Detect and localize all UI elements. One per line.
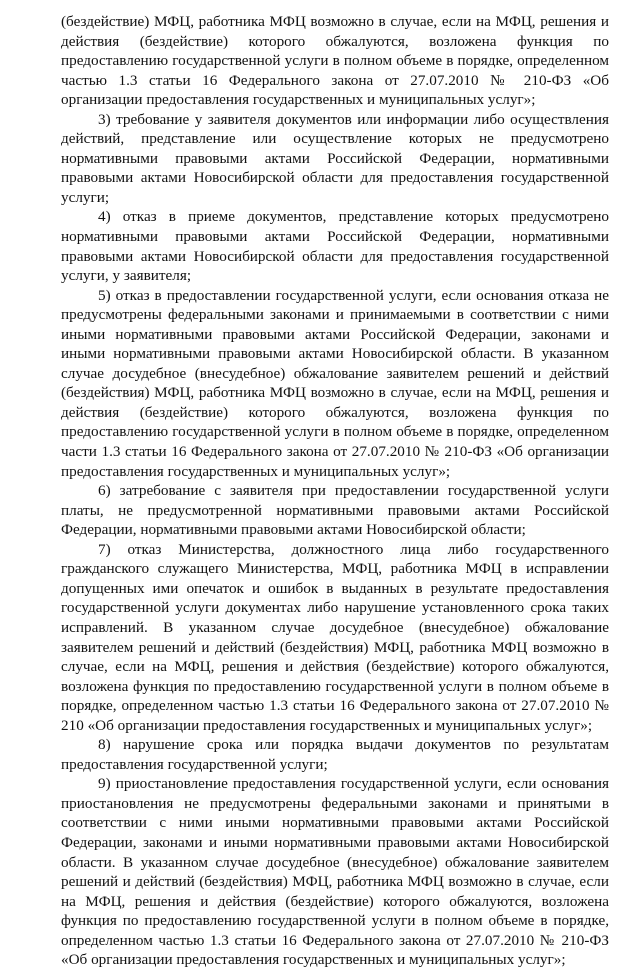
paragraph-item-7: 7) отказ Министерства, должностного лица либо государственного гражданского служащего Министерства, МФЦ, работника МФЦ в исправлении допущенных ими опечаток и ошибок в выданных в результате предоставления государственной услуги документах либо нарушение установленного срока таких исправлений. В указанном случае досудебное (внесудебное) обжалование заявителем решений и действий (бездействия) МФЦ, работника МФЦ возможно в случае, если на МФЦ, решения и действия (бездействие) которого обжалуются, возложена функция по предоставлению государственной услуги в полном объеме в порядке, определенном частью 1.3 статьи 16 Федерального закона от 27.07.2010 № 210 «Об организации предоставления государственных и муниципальных услуг»; — [61, 540, 609, 734]
paragraph-item-8: 8) нарушение срока или порядка выдачи документов по результатам предоставления государственной услуги; — [61, 736, 609, 773]
document-page — [61, 12, 609, 970]
paragraph-item-6: 6) затребование с заявителя при предоставлении государственной услуги платы, не предусмотренной нормативными правовыми актами Российской Федерации, нормативными правовыми актами Новосибирской области; — [61, 482, 609, 539]
paragraph-item-4: 4) отказ в приеме документов, представление которых предусмотрено нормативными правовыми актами Российской Федерации, нормативными правовыми актами Новосибирской области для предоставления государственной услуги, у заявителя; — [61, 208, 609, 285]
paragraph-continuation: (бездействие) МФЦ, работника МФЦ возможно в случае, если на МФЦ, решения и действия (бездействие) которого обжалуются, возложена функция по предоставлению государственной услуги в полном объеме в порядке, определенном частью 1.3 статьи 16 Федерального закона от 27.07.2010 № 210-ФЗ «Об организации предоставления государственных и муниципальных услуг»; — [61, 13, 609, 109]
paragraph-item-9: 9) приостановление предоставления государственной услуги, если основания приостановления не предусмотрены федеральными законами и принятыми в соответствии с ними иными нормативными правовыми актами Российской Федерации, законами и иными нормативными правовыми актами Новосибирской области. В указанном случае досудебное (внесудебное) обжалование заявителем решений и действий (бездействия) МФЦ, работника МФЦ возможно в случае, если на МФЦ, решения и действия (бездействие) которого обжалуются, возложена функция по предоставлению государственной услуги в полном объеме в порядке, определенном частью 1.3 статьи 16 Федерального закона от 27.07.2010 № 210-ФЗ «Об организации предоставления государственных и муниципальных услуг»; — [61, 775, 609, 969]
paragraph-item-5: 5) отказ в предоставлении государственной услуги, если основания отказа не предусмотрены федеральными законами и принимаемыми в соответствии с ними иными нормативными правовыми актами Российской Федерации, законами и иными нормативными правовыми актами Новосибирской области. В указанном случае досудебное (внесудебное) обжалование заявителем решений и действий (бездействия) МФЦ, работника МФЦ возможно в случае, если на МФЦ, решения и действия (бездействие) которого обжалуются, возложена функция по предоставлению государственной услуги в полном объеме в порядке, определенном части 1.3 статьи 16 Федерального закона от 27.07.2010 № 210-ФЗ «Об организации предоставления государственных и муниципальных услуг»; — [61, 286, 609, 480]
paragraph-item-3: 3) требование у заявителя документов или информации либо осуществления действий, представление или осуществление которых не предусмотрено нормативными правовыми актами Российской Федерации, нормативными правовыми актами Новосибирской области для предоставления государственной услуги; — [61, 110, 609, 206]
